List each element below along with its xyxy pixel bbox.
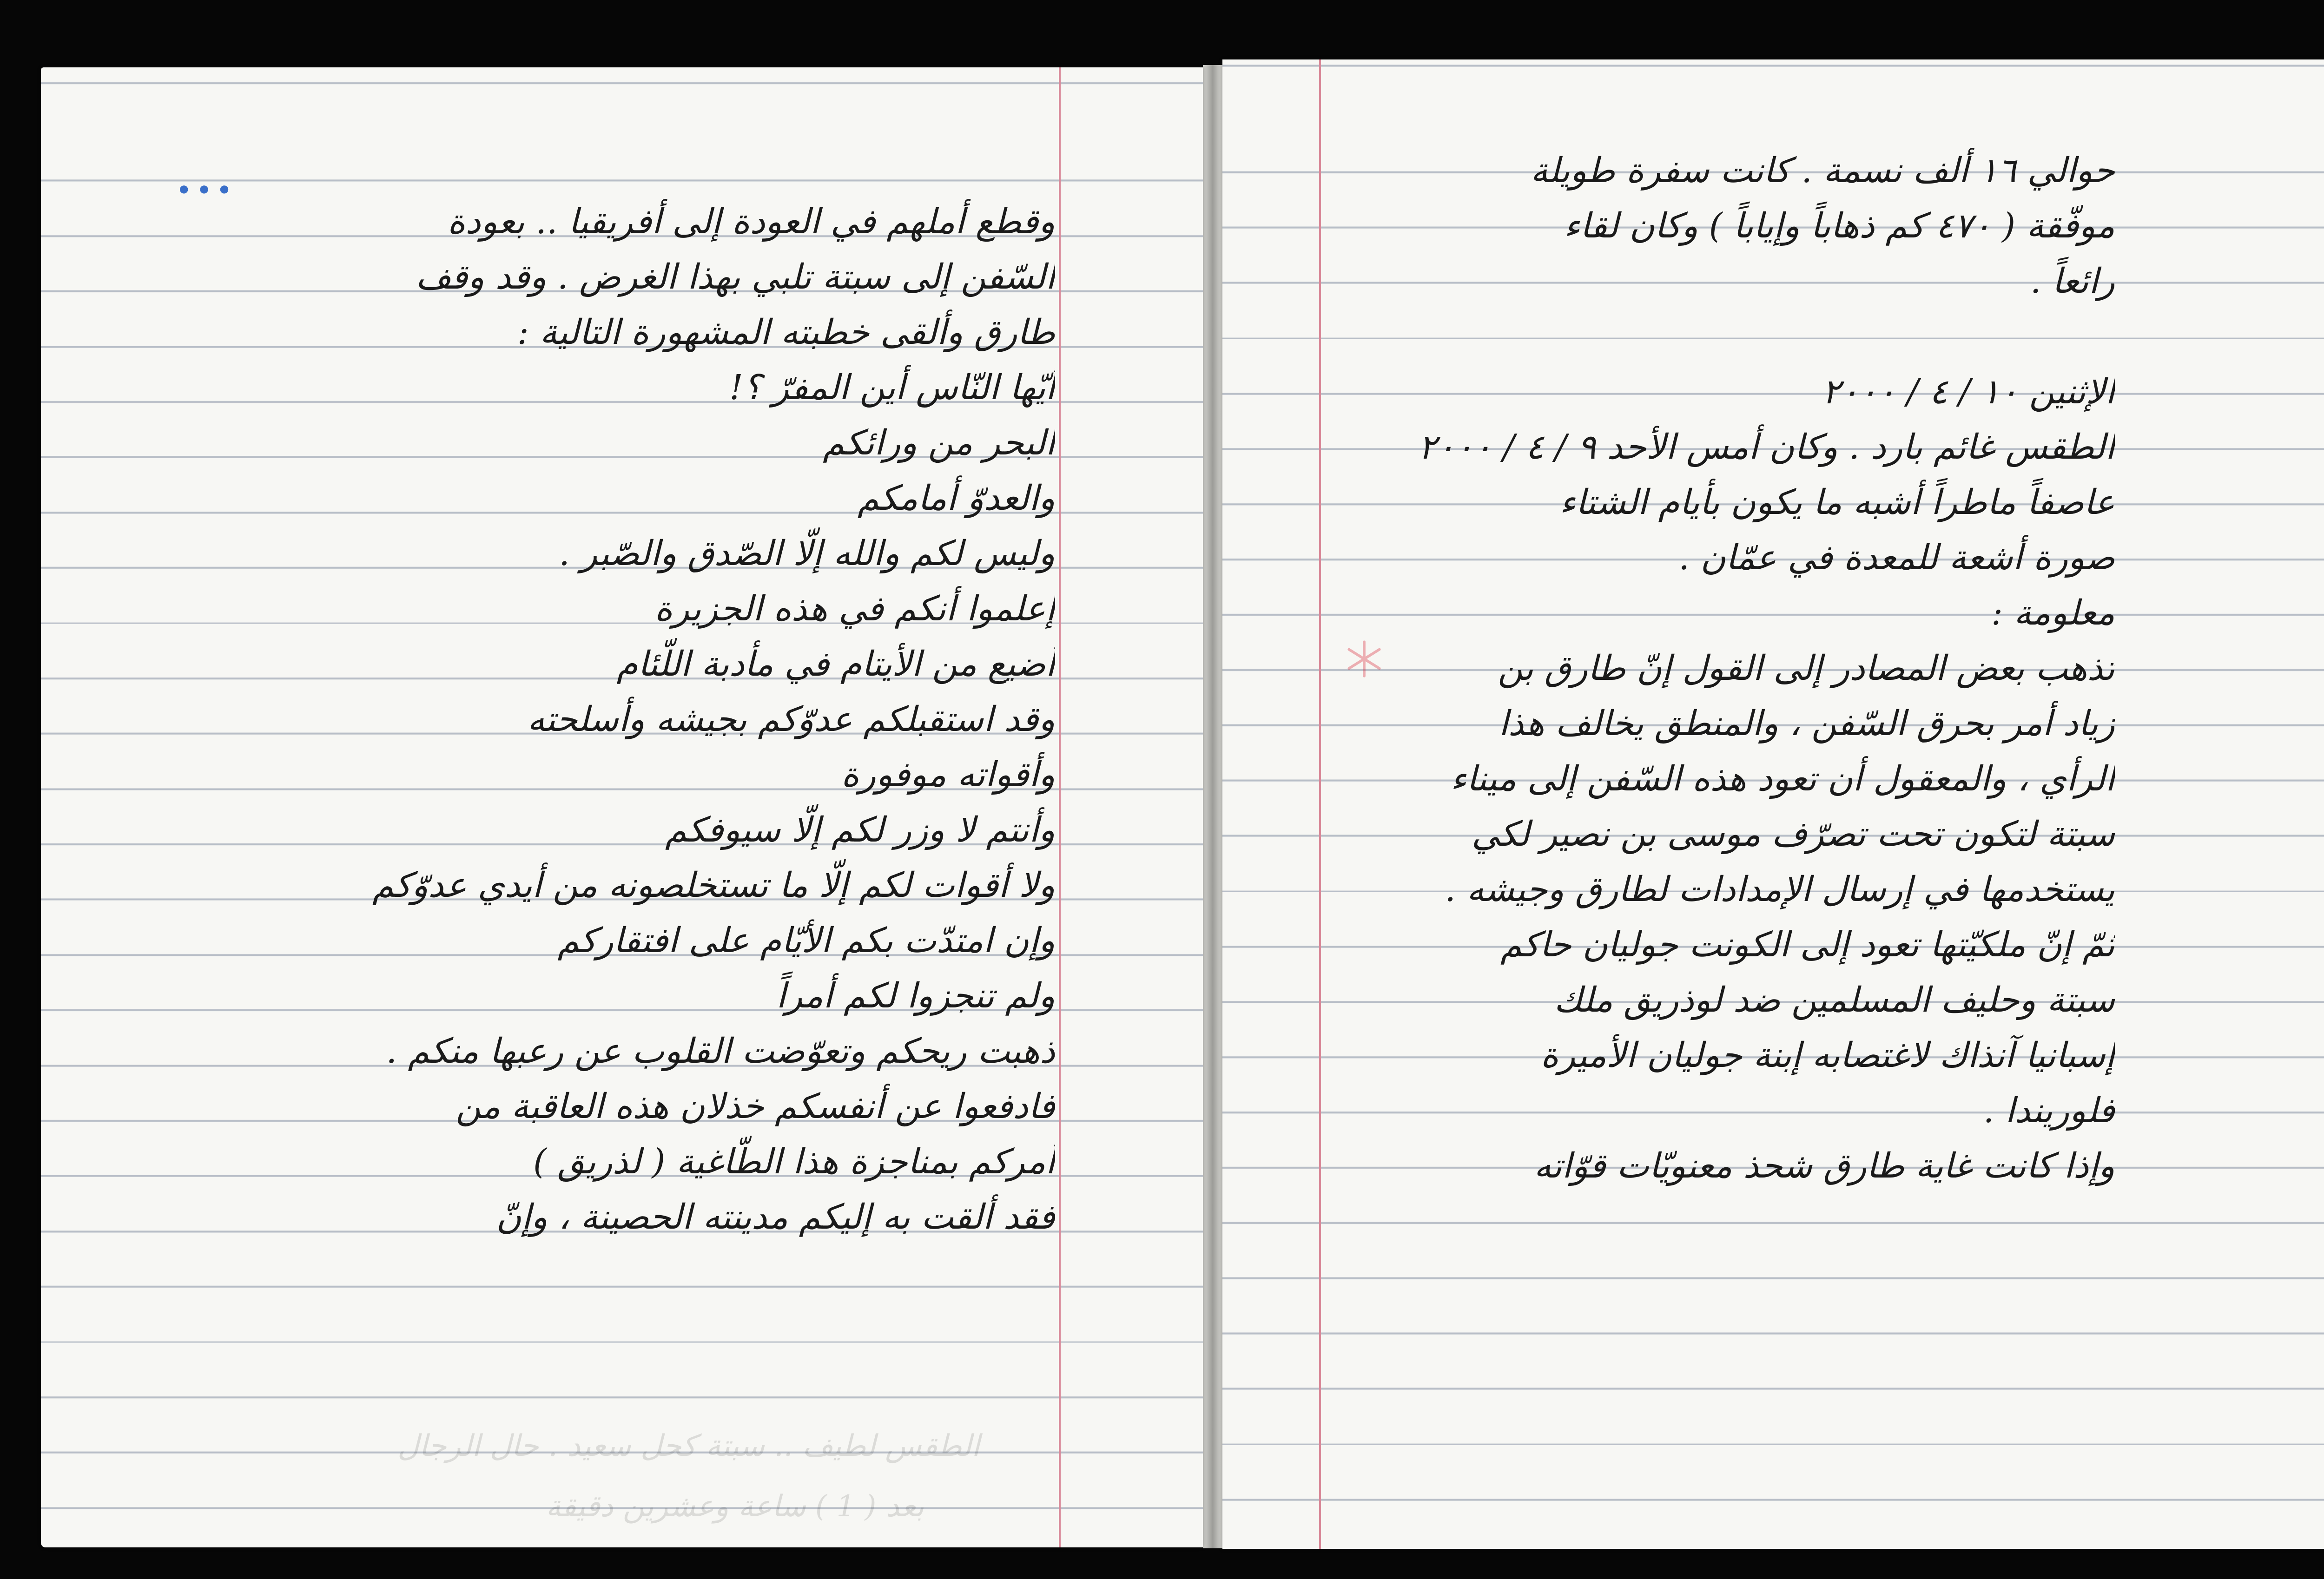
right-page [1222, 59, 2324, 1549]
handwritten-line: حوالي ١٦ ألف نسمة . كانت سفرة طويلة [1530, 151, 2115, 191]
handwritten-line: وأقواته موفورة [841, 755, 1055, 795]
handwritten-line: الطقس غائم بارد . وكان أمس الأحد ٩ / ٤ / ٢٠٠٠ [1418, 427, 2115, 467]
left-page-text [218, 194, 1055, 1245]
handwritten-line: موفّقة ( ٤٧٠ كم ذهاباً وإياباً ) وكان لقاء [1564, 206, 2115, 246]
handwritten-line: سبتة وحليف المسلمين ضد لوذريق ملك [1554, 980, 2115, 1020]
handwritten-line: وأنتم لا وزر لكم إلّا سيوفكم [665, 810, 1055, 850]
handwritten-line: أضيع من الأيتام في مأدبة اللّئام [616, 644, 1055, 684]
handwritten-line: وليس لكم والله إلّا الصّدق والصّبر . [559, 533, 1055, 573]
handwritten-line: فادفعوا عن أنفسكم خذلان هذه العاقبة من [456, 1086, 1055, 1126]
handwritten-line: يستخدمها في إرسال الإمدادات لطارق وجيشه . [1445, 869, 2115, 909]
handwritten-line: فقد ألقت به إليكم مدينته الحصينة ، وإنّ [496, 1197, 1055, 1237]
bleed-through-line: الطقس لطيف .. سبتة كحل سعيد . حال الرجال [397, 1429, 980, 1463]
handwritten-line: سبتة لتكون تحت تصرّف موسى بن نصير لكي [1471, 814, 2115, 854]
handwritten-line: زياد أمر بحرق السّفن ، والمنطق يخالف هذا [1499, 704, 2115, 743]
left-page [41, 67, 1203, 1547]
blue-ink-dots: ••• [176, 174, 237, 207]
handwritten-line: تذهب بعض المصادر إلى القول إنّ طارق بن [1498, 648, 2115, 688]
handwritten-line: إسبانيا آنذاك لاغتصابه إبنة جوليان الأميرة [1540, 1035, 2115, 1075]
handwritten-line: ثمّ إنّ ملكيّتها تعود إلى الكونت جوليان حاكم [1500, 925, 2115, 965]
handwritten-line: عاصفاً ماطراً أشبه ما يكون بأيام الشتاء [1559, 482, 2115, 522]
handwritten-line: معلومة : [1991, 593, 2115, 633]
bleed-through-line: بعد ( 1 ) ساعة وعشرين دقيقة [546, 1489, 924, 1524]
handwritten-line: صورة أشعة للمعدة في عمّان . [1678, 538, 2115, 578]
right-page-margin-line-left [1319, 59, 1321, 1549]
handwritten-line: ذهبت ريحكم وتعوّضت القلوب عن رعبها منكم . [386, 1031, 1055, 1071]
handwritten-line: طارق وألقى خطبته المشهورة التالية : [517, 312, 1055, 352]
handwritten-line: إعلموا أنكم في هذه الجزيرة [654, 589, 1055, 629]
right-page-text [1343, 143, 2115, 1194]
handwritten-line: ولا أقوات لكم إلّا ما تستخلصونه من أيدي عدوّكم [372, 865, 1055, 905]
handwritten-line: والعدوّ أمامكم [857, 478, 1055, 518]
handwritten-line: أمركم بمناجزة هذا الطّاغية ( لذريق ) [533, 1142, 1055, 1182]
left-page-margin-line [1059, 67, 1061, 1547]
handwritten-line: أيّها النّاس أين المفرّ ؟! [729, 368, 1055, 408]
handwritten-line: ولم تنجزوا لكم أمراً [776, 976, 1055, 1016]
handwritten-line: وقطع أملهم في العودة إلى أفريقيا .. بعودة [447, 202, 1055, 242]
handwritten-line: وإذا كانت غاية طارق شحذ معنويّات قوّاته [1534, 1146, 2115, 1186]
handwritten-line: البحر من ورائكم [823, 423, 1055, 463]
handwritten-line: وقد استقبلكم عدوّكم بجيشه وأسلحته [527, 699, 1055, 739]
handwritten-line: الإثنين ١٠ / ٤ / ٢٠٠٠ [1822, 372, 2115, 412]
handwritten-line: الرأي ، والمعقول أن تعود هذه السّفن إلى ميناء [1450, 759, 2115, 799]
book-gutter [1203, 65, 1222, 1548]
handwritten-line: فلوريندا . [1983, 1091, 2115, 1131]
handwritten-line [1343, 309, 2115, 364]
handwritten-line: السّفن إلى سبتة تلبي بهذا الغرض . وقد وقف [416, 257, 1055, 297]
handwritten-line: رائعاً . [2030, 261, 2115, 301]
handwritten-line: وإن امتدّت بكم الأيّام على افتقاركم [557, 921, 1055, 961]
